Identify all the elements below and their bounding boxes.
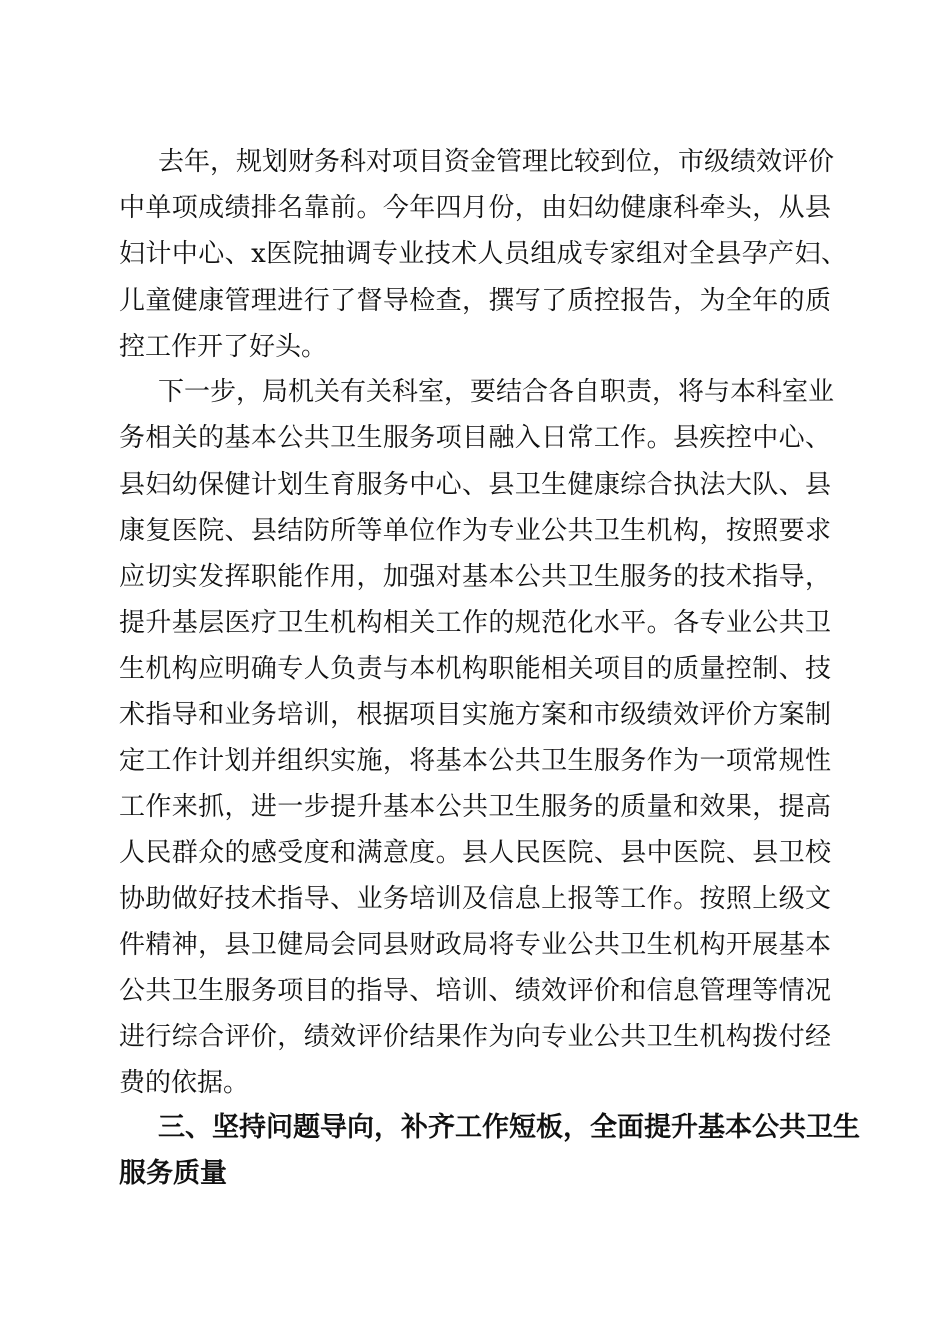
paragraph-line: 妇计中心、x医院抽调专业技术人员组成专家组对全县孕产妇、 <box>119 239 847 269</box>
paragraph-line: 定工作计划并组织实施，将基本公共卫生服务作为一项常规性 <box>119 746 831 776</box>
paragraph-line: 控工作开了好头。 <box>119 332 328 362</box>
heading-line: 三、坚持问题导向，补齐工作短板，全面提升基本公共卫生 <box>158 1112 860 1143</box>
paragraph-line: 生机构应明确专人负责与本机构职能相关项目的质量控制、技 <box>119 654 831 684</box>
heading-line: 服务质量 <box>119 1158 227 1189</box>
paragraph-line: 康复医院、县结防所等单位作为专业公共卫生机构，按照要求 <box>119 516 831 546</box>
paragraph-line: 工作来抓，进一步提升基本公共卫生服务的质量和效果，提高 <box>119 792 831 822</box>
paragraph-line: 件精神，县卫健局会同县财政局将专业公共卫生机构开展基本 <box>119 930 831 960</box>
paragraph-line: 进行综合评价，绩效评价结果作为向专业公共卫生机构拨付经 <box>119 1022 831 1052</box>
paragraph-line: 提升基层医疗卫生机构相关工作的规范化水平。各专业公共卫 <box>119 608 831 638</box>
paragraph-line: 去年，规划财务科对项目资金管理比较到位，市级绩效评价 <box>158 147 835 177</box>
paragraph-line: 下一步，局机关有关科室，要结合各自职责，将与本科室业 <box>158 377 835 407</box>
paragraph-line: 协助做好技术指导、业务培训及信息上报等工作。按照上级文 <box>119 884 831 914</box>
paragraph-line: 费的依据。 <box>119 1068 250 1098</box>
paragraph-line: 人民群众的感受度和满意度。县人民医院、县中医院、县卫校 <box>119 838 831 868</box>
paragraph-line: 务相关的基本公共卫生服务项目融入日常工作。县疾控中心、 <box>119 423 831 453</box>
paragraph-line: 县妇幼保健计划生育服务中心、县卫生健康综合执法大队、县 <box>119 470 831 500</box>
paragraph-line: 公共卫生服务项目的指导、培训、绩效评价和信息管理等情况 <box>119 976 831 1006</box>
paragraph-line: 儿童健康管理进行了督导检查，撰写了质控报告，为全年的质 <box>119 286 831 316</box>
paragraph-line: 中单项成绩排名靠前。今年四月份，由妇幼健康科牵头，从县 <box>119 193 831 223</box>
paragraph-line: 术指导和业务培训，根据项目实施方案和市级绩效评价方案制 <box>119 700 831 730</box>
paragraph-line: 应切实发挥职能作用，加强对基本公共卫生服务的技术指导， <box>119 562 831 592</box>
